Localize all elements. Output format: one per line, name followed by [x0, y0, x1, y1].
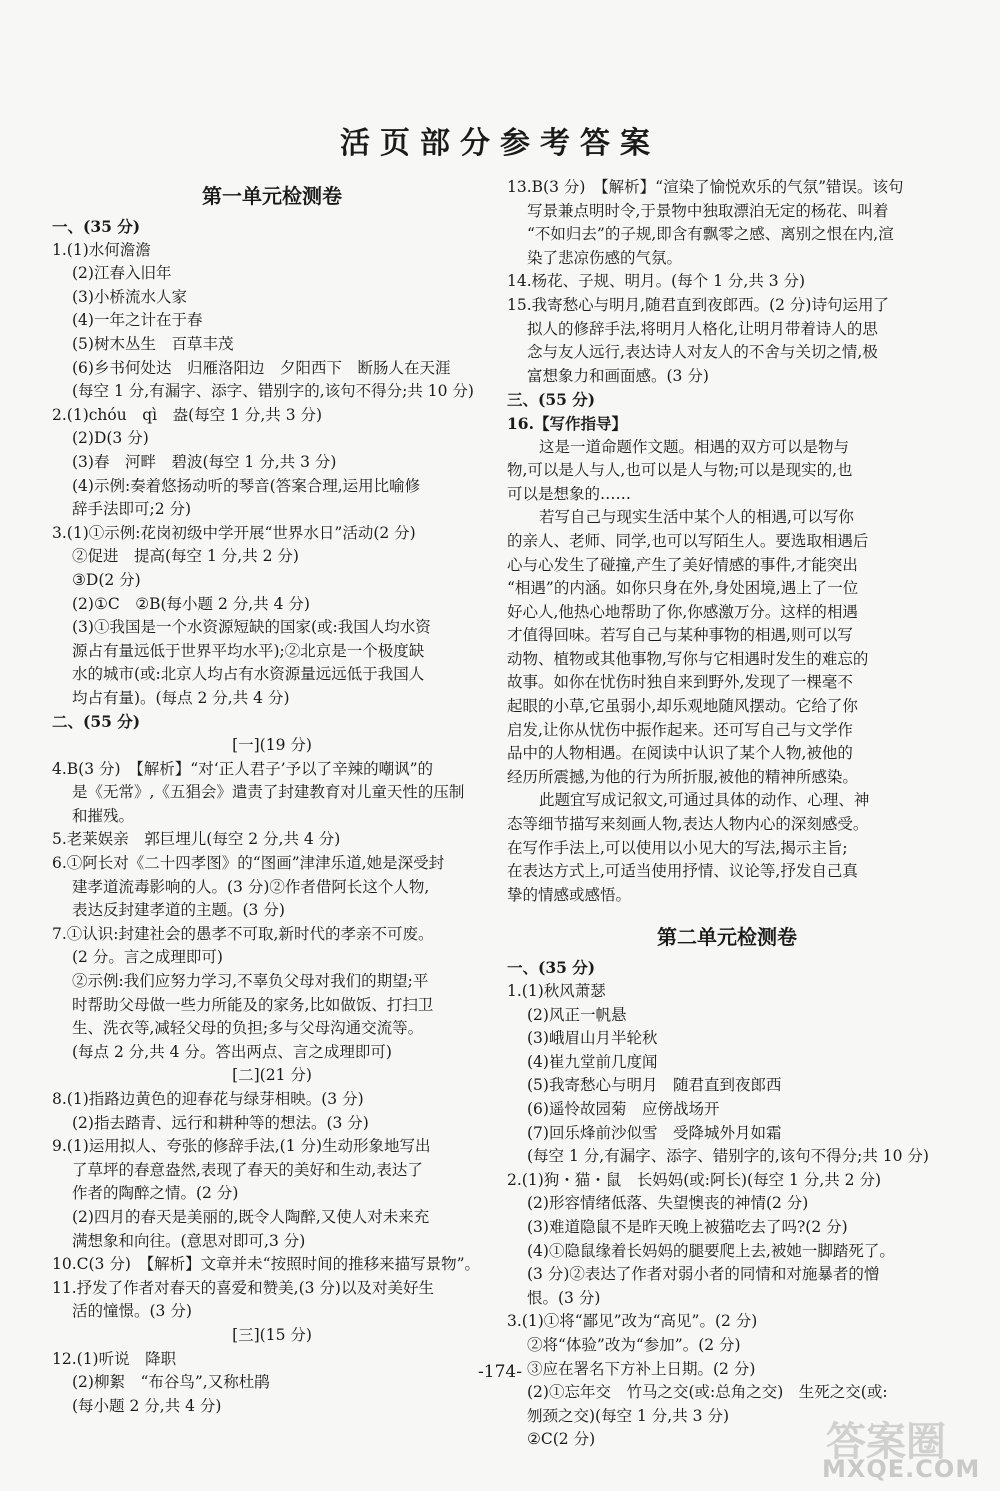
answer-line: (2)江春入旧年: [72, 264, 172, 283]
answer-line: 刎颈之交)(每空 1 分,共 3 分): [527, 1406, 730, 1425]
answer-line: (2)①C ②B(每小题 2 分,共 4 分): [72, 594, 310, 613]
answer-line: (7)回乐烽前沙似雪 受降城外月如霜: [527, 1123, 782, 1142]
answer-line: 写景兼点明时令,于景物中独取漂泊无定的杨花、叫着: [527, 201, 889, 220]
answer-line: 起眼的小草,它虽弱小,却乐观地随风摆动。它给了你: [507, 697, 858, 716]
watermark-logo: 答案圈: [826, 1419, 946, 1465]
answer-line: 生、洗衣等,减轻父母的负担;多与父母沟通交流等。: [72, 1019, 424, 1038]
answer-line: ②C(2 分): [527, 1430, 596, 1449]
answer-line: 动物、植物或其他事物,写你与它相遇时发生的难忘的: [507, 649, 869, 668]
answer-line: 才值得回味。若写自己与某种事物的相遇,则可以写: [507, 626, 853, 645]
answer-line: (每小题 2 分,共 4 分): [72, 1396, 222, 1415]
answer-line: 15.我寄愁心与明月,随君直到夜郎西。(2 分)诗句运用了: [507, 295, 889, 314]
answer-line: (2)形容情绪低落、失望懊丧的神情(2 分): [527, 1194, 809, 1213]
answer-line: 建孝道流毒影响的人。(3 分)②作者借阿长这个人物,: [72, 877, 430, 896]
answer-line: ③应在署名下方补上日期。(2 分): [527, 1359, 756, 1378]
answer-line: 富想象力和画面感。(3 分): [527, 366, 709, 385]
section-heading-unit2: 第二单元检测卷: [657, 925, 797, 950]
answer-line: 作者的陶醉之情。(2 分): [72, 1184, 239, 1203]
answer-line: 6.①阿长对《二十四孝图》的“图画”津津乐道,她是深受封: [52, 854, 445, 873]
answer-line: [三](15 分): [232, 1325, 312, 1344]
answer-line: 一、(35 分): [507, 958, 596, 978]
unit1-answers: [52, 215, 492, 1418]
answer-line: 活的憧憬。(3 分): [72, 1302, 192, 1321]
answer-line: (2)风正一帆悬: [527, 1005, 627, 1024]
answer-line: 拟人的修辞手法,将明月人格化,让明月带着诗人的思: [527, 319, 878, 338]
answer-line: (3)小桥流水人家: [72, 287, 187, 306]
answer-line: [二](21 分): [232, 1066, 312, 1085]
answer-line: 启发,让你从忧伤中振作起来。还可写自己与文学作: [507, 720, 853, 739]
answer-line: 9.(1)运用拟人、夸张的修辞手法,(1 分)生动形象地写出: [52, 1137, 431, 1156]
answer-line: (4)崔九堂前几度闻: [527, 1052, 658, 1071]
answer-line: 了草坪的春意盎然,表现了春天的美好和生动,表达了: [72, 1160, 423, 1179]
answer-line: (2 分。言之成理即可): [72, 948, 223, 967]
answer-line: 若写自己与现实生活中某个人的相遇,可以写你: [539, 508, 854, 527]
answer-line: 三、(55 分): [507, 390, 596, 410]
answer-line: (3)春 河畔 碧波(每空 1 分,共 3 分): [72, 452, 337, 471]
answer-line: (2)指去踏青、远行和耕种等的想法。(3 分): [72, 1113, 369, 1132]
section-heading-unit1: 第一单元检测卷: [202, 184, 342, 208]
answer-line: 14.杨花、子规、明月。(每个 1 分,共 3 分): [507, 272, 806, 291]
answer-line: (2)①忘年交 竹马之交(或:总角之交) 生死之交(或:: [527, 1383, 888, 1402]
answer-line: “不如归去”的子规,即含有飘零之感、离别之恨在内,渲: [527, 225, 894, 244]
answer-line: (每空 1 分,有漏字、添字、错别字的,该句不得分;共 10 分): [527, 1147, 929, 1166]
answer-line: (3 分)②表达了作者对弱小者的同情和对施暴者的憎: [527, 1265, 880, 1284]
answer-line: 好心人,他热心地帮助了你,你感激万分。这样的相遇: [507, 602, 858, 621]
answer-line: ②将“体验”改为“参加”。(2 分): [527, 1335, 741, 1354]
answer-line: 均占有量)。(每点 2 分,共 4 分): [72, 688, 290, 707]
answer-line: 表达反封建孝道的主题。(3 分): [72, 901, 285, 920]
answer-line: 13.B(3 分) 【解析】“渲染了愉悦欢乐的气氛”错误。该句: [507, 178, 904, 196]
answer-line: 16.【写作指导】: [507, 413, 627, 433]
answer-line: 11.抒发了作者对春天的喜爱和赞美,(3 分)以及对美好生: [52, 1278, 434, 1297]
answer-line: 念与友人远行,表达诗人对友人的不舍与关切之情,极: [527, 343, 878, 362]
page-title: 活页部分参考答案: [340, 126, 660, 161]
answer-line: (6)遥怜故园菊 应傍战场开: [527, 1099, 720, 1118]
answer-line: 一、(35 分): [52, 217, 141, 236]
watermark-url: MXQE.COM: [822, 1455, 981, 1483]
answer-line: 源占有量远低于世界平均水平);②北京是一个极度缺: [72, 641, 425, 660]
answer-line: 品中的人物相遇。在阅读中认识了某个人物,被他的: [507, 744, 853, 763]
answer-line: (3)①我国是一个水资源短缺的国家(或:我国人均水资: [72, 618, 431, 637]
answer-line: 1.(1)秋风萧瑟: [507, 982, 606, 1000]
answer-line: 4.B(3 分) 【解析】“对‘正人君子’予以了辛辣的嘲讽”的: [52, 759, 434, 778]
answer-line: 10.C(3 分) 【解析】文章并未“按照时间的推移来描写景物”。: [52, 1255, 480, 1274]
answer-line: 这是一道命题作文题。相遇的双方可以是物与: [539, 437, 850, 456]
answer-line: “相遇”的内涵。如你只身在外,身处困境,遇上了一位: [507, 579, 859, 598]
answer-line: (每空 1 分,有漏字、添字、错别字的,该句不得分;共 10 分): [72, 382, 474, 401]
answer-line: 满想象和向往。(意思对即可,3 分): [72, 1231, 306, 1250]
answer-line: 染了悲凉伤感的气氛。: [527, 248, 683, 267]
answer-line: (4)示例:奏着悠扬动听的琴音(答案合理,运用比喻修: [72, 476, 421, 495]
answer-line: 在表达方式上,可适当使用抒情、议论等,抒发自己真: [507, 862, 858, 881]
answer-line: 挚的情感或感悟。: [507, 885, 632, 904]
answer-line: 物,可以是人与人,也可以是人与物;可以是现实的,也: [507, 461, 853, 480]
answer-line: 可以是想象的……: [507, 484, 632, 503]
answer-line: (3)难道隐鼠不是昨天晚上被猫吃去了吗?(2 分): [527, 1217, 848, 1236]
answer-line: ②示例:我们应努力学习,不辜负父母对我们的期望;平: [72, 972, 429, 990]
answer-line: 心与心发生了碰撞,产生了美好情感的事件,才能突出: [507, 555, 858, 574]
answer-line: (5)树木丛生 百草丰茂: [72, 334, 234, 353]
answer-line: 此题宜写成记叙文,可通过具体的动作、心理、神: [539, 791, 870, 810]
right-column: [507, 176, 947, 1452]
answer-line: 的亲人、老师、同学,也可以写陌生人。要选取相遇后: [507, 531, 869, 550]
answer-line: 12.(1)听说 降职: [52, 1349, 177, 1368]
left-column: [52, 176, 492, 1418]
answer-line: (5)我寄愁心与明月 随君直到夜郎西: [527, 1076, 782, 1095]
answer-line: [一](19 分): [232, 736, 312, 755]
answer-line: 恨。(3 分): [527, 1288, 601, 1307]
answer-line: 二、(55 分): [52, 712, 141, 732]
unit1-answers-continued: [507, 176, 947, 907]
page-number: -174-: [478, 1362, 522, 1382]
answer-line: 1.(1)水何澹澹: [52, 240, 151, 259]
answer-line: 故事。如你在忧伤时独自来到野外,发现了一棵毫不: [507, 673, 853, 692]
answer-line: 是《无常》,《五猖会》遣责了封建教育对儿童天性的压制: [72, 783, 465, 802]
answer-line: 2.(1)狗・猫・鼠 长妈妈(或:阿长)(每空 1 分,共 2 分): [507, 1170, 882, 1189]
answer-line: (4)一年之计在于春: [72, 311, 203, 330]
answer-line: (每点 2 分,共 4 分。答出两点、言之成理即可): [72, 1042, 392, 1061]
answer-line: 水的城市(或:北京人均占有水资源量远远低于我国人: [72, 665, 425, 684]
answer-line: ③D(2 分): [72, 570, 141, 589]
answer-line: (4)①隐鼠缘着长妈妈的腿要爬上去,被她一脚踏死了。: [527, 1241, 895, 1260]
answer-line: 经历所震撼,为他的行为所折服,被他的精神所感染。: [507, 767, 858, 786]
answer-line: 辞手法即可;2 分): [72, 500, 192, 519]
answer-line: 3.(1)①示例:花岗初级中学开展“世界水日”活动(2 分): [52, 523, 416, 542]
answer-line: 在写作手法上,可以使用以小见大的写法,揭示主旨;: [507, 838, 848, 857]
answer-line: 时帮助父母做一些力所能及的家务,比如做饭、打扫卫: [72, 995, 434, 1014]
answer-line: (6)乡书何处达 归雁洛阳边 夕阳西下 断肠人在天涯: [72, 358, 451, 377]
answer-line: 态等细节描写来刻画人物,表达人物内心的深刻感受。: [507, 815, 869, 834]
answer-line: 3.(1)①将“鄙见”改为“高见”。(2 分): [507, 1312, 758, 1331]
answer-line: (2)柳絮 “布谷鸟”,又称杜鹃: [72, 1373, 270, 1392]
answer-line: (2)四月的春天是美丽的,既令人陶醉,又使人对未来充: [72, 1207, 430, 1226]
answer-line: 和摧残。: [72, 806, 135, 825]
answer-line: 8.(1)指路边黄色的迎春花与绿芽相映。(3 分): [52, 1089, 364, 1108]
answer-line: (3)峨眉山月半轮秋: [527, 1029, 658, 1048]
answer-line: 5.老莱娱亲 郭巨埋儿(每空 2 分,共 4 分): [52, 830, 341, 849]
answer-line: 2.(1)chóu qì 盎(每空 1 分,共 3 分): [52, 405, 323, 424]
answer-line: ②促进 提高(每空 1 分,共 2 分): [72, 547, 299, 566]
answer-line: (2)D(3 分): [72, 429, 149, 448]
answer-line: 7.①认识:封建社会的愚孝不可取,新时代的孝亲不可废。: [52, 924, 434, 943]
